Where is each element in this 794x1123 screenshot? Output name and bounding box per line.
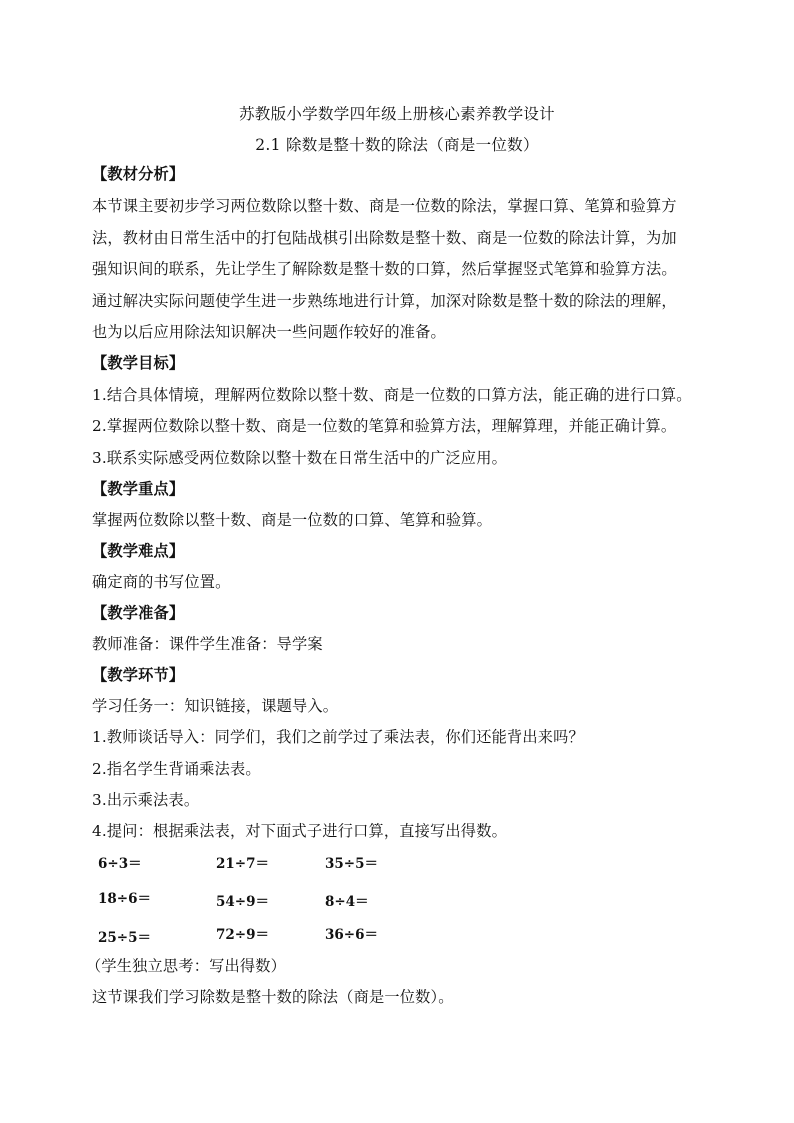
document-subtitle: 2.1 除数是整十数的除法（商是一位数） xyxy=(255,136,539,154)
process-line-2: 1.教师谈话导入：同学们，我们之前学过了乘法表，你们还能背出来吗？ xyxy=(92,728,584,746)
oral-problem: 8÷4＝ xyxy=(325,894,369,910)
prep-line-1: 教师准备：课件学生准备：导学案 xyxy=(92,635,323,653)
process-after-line-1: （学生独立思考：写出得数） xyxy=(86,957,287,975)
goal-line-1: 1.结合具体情境，理解两位数除以整十数、商是一位数的口算方法，能正确的进行口算。 xyxy=(92,386,692,404)
oral-problem: 54÷9＝ xyxy=(216,894,269,910)
process-after-line-2: 这节课我们学习除数是整十数的除法（商是一位数）。 xyxy=(92,988,454,1006)
process-line-5: 4.提问：根据乘法表，对下面式子进行口算，直接写出得数。 xyxy=(92,822,507,840)
analysis-line-3: 强知识间的联系，先让学生了解除数是整十数的口算，然后掌握竖式笔算和验算方法。 xyxy=(92,260,677,278)
section-heading-key: 【教学重点】 xyxy=(92,480,185,498)
oral-problem: 72÷9＝ xyxy=(216,927,269,943)
section-heading-difficulty: 【教学难点】 xyxy=(92,542,185,560)
analysis-line-4: 通过解决实际问题使学生进一步熟练地进行计算，加深对除数是整十数的除法的理解， xyxy=(92,292,677,310)
process-line-1: 学习任务一：知识链接，课题导入。 xyxy=(92,697,339,715)
section-heading-analysis: 【教材分析】 xyxy=(92,165,185,183)
document-title: 苏教版小学数学四年级上册核心素养教学设计 xyxy=(238,105,555,123)
oral-problem: 18÷6＝ xyxy=(98,891,151,907)
analysis-line-5: 也为以后应用除法知识解决一些问题作较好的准备。 xyxy=(92,323,446,341)
oral-problem: 21÷7＝ xyxy=(216,856,269,872)
oral-problem: 36÷6＝ xyxy=(325,927,378,943)
section-heading-process: 【教学环节】 xyxy=(92,666,185,684)
goal-line-3: 3.联系实际感受两位数除以整十数在日常生活中的广泛应用。 xyxy=(92,449,507,467)
key-line-1: 掌握两位数除以整十数、商是一位数的口算、笔算和验算。 xyxy=(92,511,493,529)
process-line-3: 2.指名学生背诵乘法表。 xyxy=(92,760,261,778)
oral-problem: 6÷3＝ xyxy=(98,856,142,872)
oral-problem: 35÷5＝ xyxy=(325,856,378,872)
section-heading-goals: 【教学目标】 xyxy=(92,354,185,372)
analysis-line-1: 本节课主要初步学习两位数除以整十数、商是一位数的除法，掌握口算、笔算和验算方 xyxy=(92,197,677,215)
process-line-4: 3.出示乘法表。 xyxy=(92,791,200,809)
difficulty-line-1: 确定商的书写位置。 xyxy=(92,573,231,591)
goal-line-2: 2.掌握两位数除以整十数、商是一位数的笔算和验算方法，理解算理，并能正确计算。 xyxy=(92,417,677,435)
section-heading-prep: 【教学准备】 xyxy=(92,604,185,622)
analysis-line-2: 法，教材由日常生活中的打包陆战棋引出除数是整十数、商是一位数的除法计算，为加 xyxy=(92,229,677,247)
oral-problem: 25÷5＝ xyxy=(98,930,151,946)
